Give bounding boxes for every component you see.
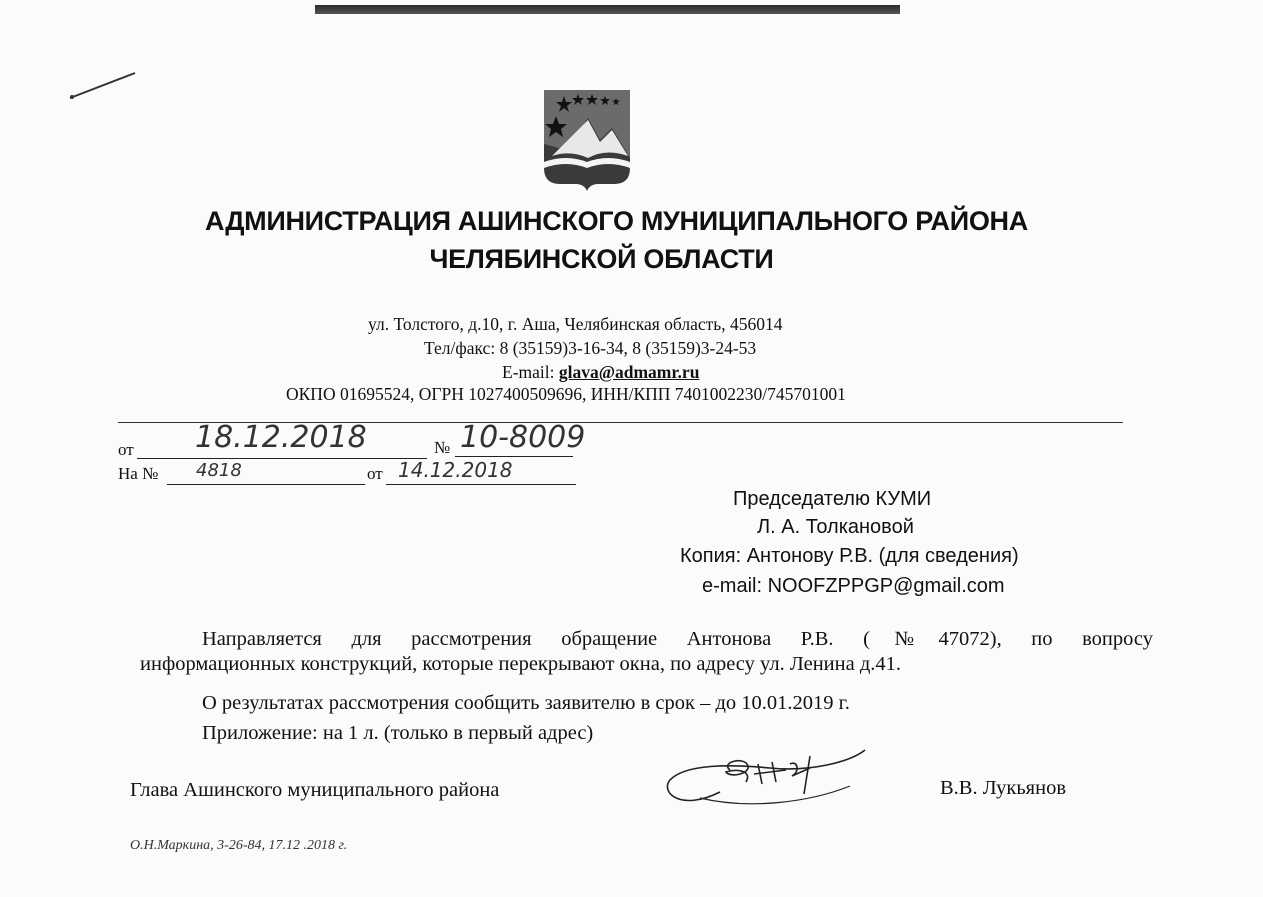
signatory-position: Глава Ашинского муниципального района xyxy=(130,779,500,801)
recipient-email: e-mail: NOOFZPPGP@gmail.com xyxy=(702,575,1005,597)
handwritten-signature xyxy=(660,742,870,820)
email-line xyxy=(502,362,699,383)
signatory-name: В.В. Лукьянов xyxy=(940,777,1067,799)
body-paragraph-2: О результатах рассмотрения сообщить заявителю в срок – до 10.01.2019 г. xyxy=(202,692,850,714)
body-paragraph-1 xyxy=(140,628,1153,676)
reply-number-label: На № xyxy=(118,464,159,483)
registry-codes: ОКПО 01695524, ОГРН 1027400509696, ИНН/КПП 7401002230/745701001 xyxy=(286,384,846,404)
email-link[interactable]: glava@admamr.ru xyxy=(558,362,700,382)
reply-date-handwritten: 14.12.2018 xyxy=(398,458,513,482)
number-line xyxy=(455,456,573,457)
executor-info: О.Н.Маркина, 3-26-84, 17.12 .2018 г. xyxy=(130,838,348,853)
number-handwritten: 10-8009 xyxy=(460,420,586,455)
org-name-line1: АДМИНИСТРАЦИЯ АШИНСКОГО МУНИЦИПАЛЬНОГО РАЙОНА xyxy=(205,206,1028,236)
number-label: № xyxy=(434,438,451,457)
phone-line: Тел/факс: 8 (35159)3-16-34, 8 (35159)3-24-53 xyxy=(424,338,757,358)
coat-of-arms-emblem xyxy=(542,88,632,192)
recipient-copy: Копия: Антонову Р.В. (для сведения) xyxy=(680,545,1019,567)
email-label: E-mail: xyxy=(502,362,559,382)
from-date-line xyxy=(137,458,427,459)
body-line-1b: информационных конструкций, которые перекрывают окна, по адресу ул. Ленина д.41. xyxy=(140,653,902,675)
reply-number-handwritten: 4818 xyxy=(196,460,242,481)
recipient-name: Л. А. Толкановой xyxy=(757,516,914,538)
reply-from-label: от xyxy=(367,464,383,483)
from-label: от xyxy=(118,440,134,459)
body-paragraph-3: Приложение: на 1 л. (только в первый адрес) xyxy=(202,722,594,744)
recipient-title: Председателю КУМИ xyxy=(733,488,932,510)
scan-top-bar xyxy=(315,5,900,14)
pen-mark xyxy=(68,70,138,100)
address-line: ул. Толстого, д.10, г. Аша, Челябинская область, 456014 xyxy=(368,314,783,334)
from-date-handwritten: 18.12.2018 xyxy=(195,420,367,455)
reply-date-line xyxy=(386,484,576,485)
org-name-line2: ЧЕЛЯБИНСКОЙ ОБЛАСТИ xyxy=(429,244,774,274)
reply-number-line xyxy=(167,484,365,485)
body-line-1a: Направляется для рассмотрения обращение Антонова Р.В. (№47072), по вопросу xyxy=(202,628,1153,650)
